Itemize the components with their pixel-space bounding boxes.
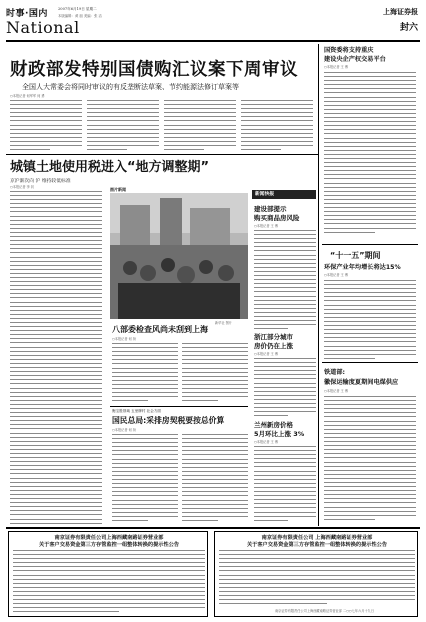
photo-caption: 新华社 图片 <box>215 321 232 325</box>
ads-top-rule <box>6 527 420 529</box>
right-item1-headline: 建设央企产权交易平台 <box>324 56 386 63</box>
lead-text-col-4 <box>241 100 313 152</box>
lead-text-col-3 <box>164 100 236 152</box>
lead-byline: ○本报记者 何军军 何 勇 <box>10 94 45 98</box>
land-tax-headline: 城镇土地使用税进入“地方调整期” <box>10 160 210 175</box>
housing-byline: ○本报记者 何 扬 <box>112 428 136 432</box>
lead-headline: 财政部发特别国债购汇议案下周审议 <box>10 60 298 80</box>
column-divider <box>318 44 319 526</box>
section-rule <box>6 154 318 155</box>
housing-headline: 国民总局:采排房契税要按总价算 <box>112 416 225 425</box>
right-item3-text <box>324 396 416 524</box>
land-tax-subhead: 京沪渐次向 沪 维持较低标准 <box>10 179 71 184</box>
right-item1-byline: ○本报记者 王 博 <box>324 65 348 69</box>
brief-2-subhead: 房价仍在上涨 <box>254 342 293 350</box>
housing-text-col-2 <box>182 434 248 524</box>
brief-3-byline: ○本报记者 王 博 <box>254 440 278 444</box>
brief-3-text <box>254 446 316 524</box>
brief-1-byline: ○本报记者 王 博 <box>254 224 278 228</box>
right-item2-text <box>324 280 416 360</box>
masthead <box>6 4 420 40</box>
protest-byline: ○本报记者 何 扬 <box>112 337 136 341</box>
ad-left-title1: 南京证券有限责任公司上海西藏南路证券营业部 <box>54 535 164 541</box>
housing-rule <box>110 406 248 407</box>
land-tax-byline: ○本报记者 李 钊 <box>10 185 34 189</box>
brief-3-headline: 兰州新房价格 <box>254 421 293 429</box>
brief-2-headline: 浙江部分城市 <box>254 333 293 341</box>
protest-text-col-1 <box>112 343 178 403</box>
land-tax-text-col <box>10 191 102 524</box>
brief-3-subhead: 5月环比上涨 3% <box>254 430 305 438</box>
ad-left <box>8 531 208 617</box>
section-title-en: National <box>6 18 80 37</box>
ad-right <box>214 531 418 617</box>
brief-2-text <box>254 358 316 418</box>
news-photo <box>110 193 248 319</box>
brief-1-subhead: 购买商品房风险 <box>254 214 300 222</box>
brief-2-byline: ○本报记者 王 博 <box>254 352 278 356</box>
right-item3-headline: 徽保运输度夏期间电煤供应 <box>324 379 399 386</box>
brief-1-text <box>254 230 316 330</box>
news-bar: 新闻快报 <box>252 190 316 199</box>
right-item2-headline: “十一五”期间 <box>330 251 381 260</box>
lead-text-col-2 <box>87 100 159 152</box>
ad-right-title1: 南京证券有限责任公司 上海西藏南路证券营业部 <box>261 535 373 541</box>
protest-text-col-2 <box>182 343 248 403</box>
crowd-photo-image <box>110 193 248 319</box>
lead-subhead: 全国人大常委会将同时审议的有反垄断法草案、节约能源法修订草案等 <box>22 83 239 91</box>
right-item2-subhead: 环保产业年均增长将达15% <box>324 264 401 271</box>
right-item3-kicker: 铁道部: <box>324 369 346 376</box>
paper-name: 上海证券报 <box>383 8 418 16</box>
page-label: 封六 <box>399 23 418 33</box>
ad-right-text <box>219 550 415 604</box>
brief-1-headline: 建设部提示 <box>254 205 287 213</box>
housing-kicker: 衡宝胜领域 五里牌村 社会方面 <box>112 409 162 413</box>
right-rule-1 <box>322 244 418 245</box>
section-title-cn: 时事·国内 <box>6 9 48 19</box>
masthead-editor: 本版编辑：黄 朋 美编：张 洁 <box>58 14 102 18</box>
masthead-date: 2007年6月19日 星期二 <box>58 7 97 11</box>
ad-right-title2: 关于客户交易资金第三方存管监控一组整体转换的提示性公告 <box>246 542 388 548</box>
photo-label: 图片新闻 <box>110 187 126 192</box>
right-item2-byline: ○本报记者 王 博 <box>324 273 348 277</box>
right-item3-byline: ○本报记者 王 博 <box>324 389 348 393</box>
ad-right-footer: 南京证券有限责任公司上海西藏南路证券营业部 二○○七年六月十九日 <box>275 609 375 613</box>
masthead-rule <box>6 40 420 42</box>
ad-left-title2: 关于客户交易资金第三方存管监控一组整体转换的提示性公告 <box>38 542 180 548</box>
ad-left-text <box>13 550 205 614</box>
lead-text-col-1 <box>10 100 82 152</box>
right-item1-text <box>324 72 416 242</box>
housing-text-col-1 <box>112 434 178 524</box>
right-rule-2 <box>322 362 418 363</box>
protest-headline: 八部委检查风尚未刮到上海 <box>112 325 208 334</box>
right-item1-kicker: 国资委将支持重庆 <box>324 47 374 54</box>
